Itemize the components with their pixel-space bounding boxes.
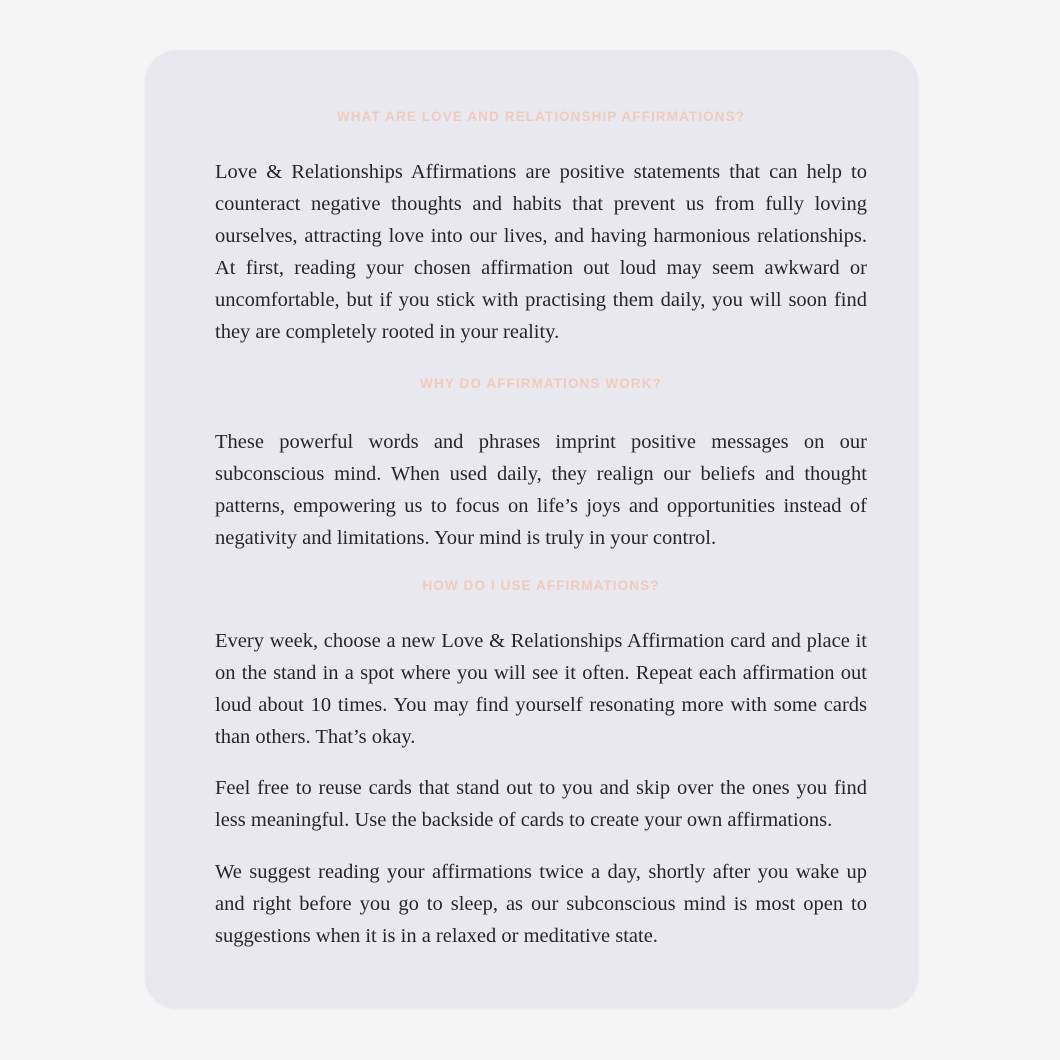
- paragraph-how-3: We suggest reading your affirmations twice a day, shortly after you wake up and right before you go to sleep, as our subconscious mind is most open to suggestions when it is in a relaxed or meditative state.: [215, 861, 867, 947]
- affirmation-instruction-card: [145, 50, 918, 1008]
- section-heading-why: WHY DO AFFIRMATIONS WORK?: [420, 376, 662, 391]
- paragraph-what: Love & Relationships Affirmations are positive statements that can help to counteract negative thoughts and habits that prevent us from fully loving ourselves, attracting love into our lives, and having harmonious relationships. At first, reading your chosen affirmation out loud may seem awkward or uncomfortable, but if you stick with practising them daily, you will soon find they are completely rooted in your reality.: [215, 161, 867, 343]
- paragraph-how-2: Feel free to reuse cards that stand out to you and skip over the ones you find less meaningful. Use the backside of cards to create your own affirmations.: [215, 777, 867, 831]
- section-heading-what: WHAT ARE LOVE AND RELATIONSHIP AFFIRMATIONS?: [336, 109, 746, 124]
- paragraph-how-1: Every week, choose a new Love & Relationships Affirmation card and place it on the stand in a spot where you will see it often. Repeat each affirmation out loud about 10 times. You may find yourself resonating more with some cards than others. That’s okay.: [215, 630, 867, 748]
- section-heading-how: HOW DO I USE AFFIRMATIONS?: [422, 578, 660, 593]
- paragraph-why: These powerful words and phrases imprint positive messages on our subconscious mind. When used daily, they realign our beliefs and thought patterns, empowering us to focus on life’s joys and opportunities instead of negativity and limitations. Your mind is truly in your control.: [215, 431, 867, 549]
